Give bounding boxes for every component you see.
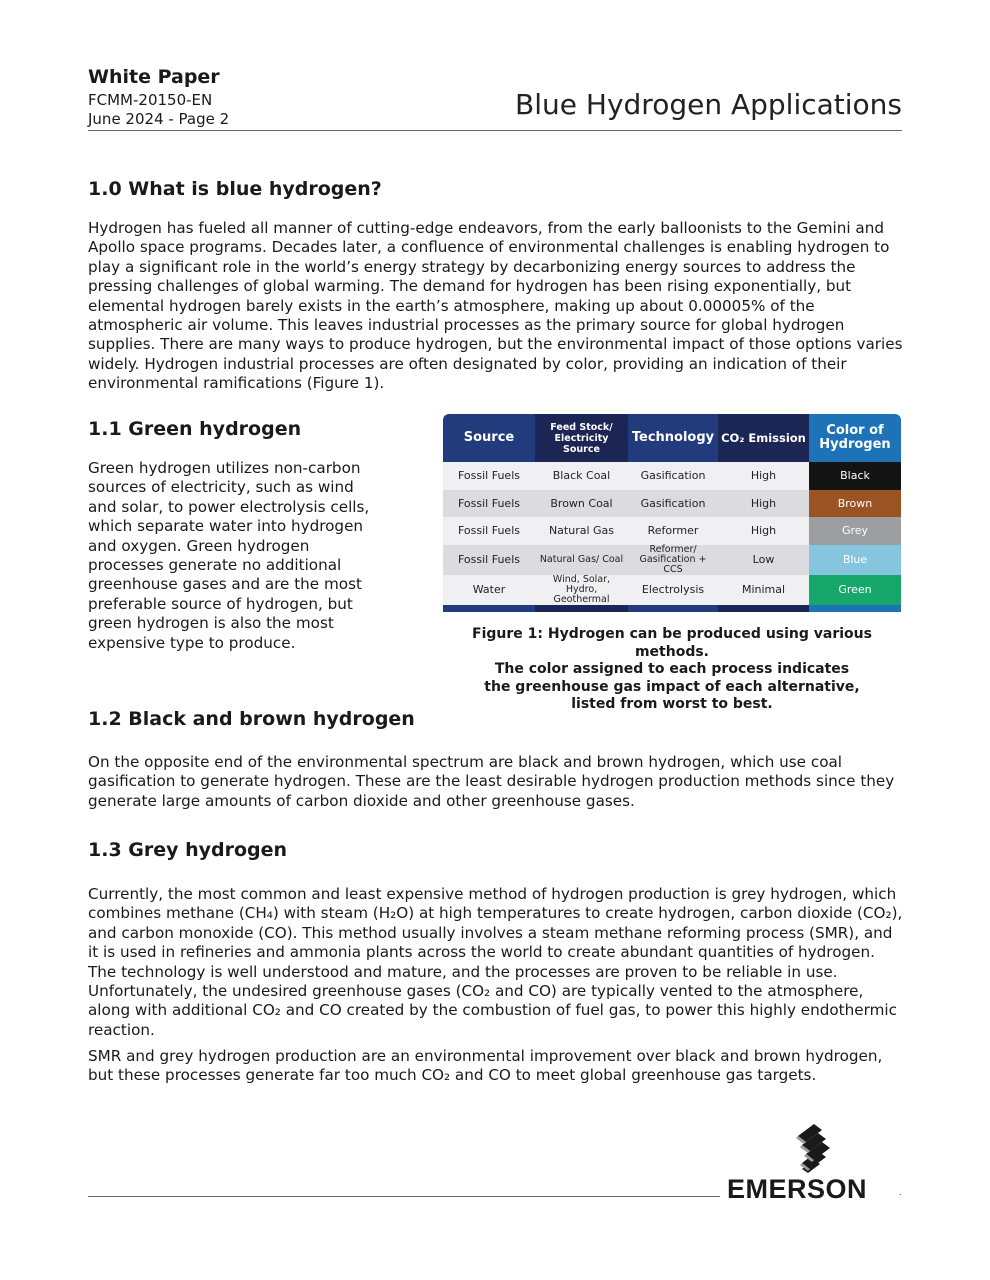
cell-technology: Reformer/ Gasification + CCS bbox=[628, 545, 718, 575]
cell-co2-emission: Low bbox=[718, 545, 809, 575]
cell-co2-emission: Minimal bbox=[718, 575, 809, 605]
cell-feed-stock: Natural Gas bbox=[535, 517, 628, 545]
cell-hydrogen-color: Green bbox=[809, 575, 901, 605]
cell-source: Fossil Fuels bbox=[443, 490, 535, 518]
caption-line: The color assigned to each process indicates bbox=[494, 661, 850, 677]
cell-co2-emission: High bbox=[718, 462, 809, 490]
section-1-3-heading: 1.3 Grey hydrogen bbox=[88, 839, 288, 861]
cell-source: Water bbox=[443, 575, 535, 605]
cell-technology: Gasification bbox=[628, 490, 718, 518]
logo-trademark: . bbox=[899, 1188, 902, 1197]
table-header-source: Source bbox=[443, 414, 535, 462]
section-1-3-body-2: SMR and grey hydrogen production are an environmental improvement over black and brown hydrogen, but these processes generate far too much CO₂ and CO to meet global greenhouse gas targets. bbox=[88, 1047, 883, 1085]
cell-hydrogen-color: Grey bbox=[809, 517, 901, 545]
section-1-3-body-1: Currently, the most common and least expensive method of hydrogen production is grey hydrogen, which combines methane (CH₄) with steam (H₂O) at high temperatures to create hydrogen, carbon dioxide (CO₂), and carbon monoxide (CO). This method usually involves a steam methane reforming process (SMR), and it is used in refineries and ammonia plants across the world to create abundant quantities of hydrogen. The technology is well understood and mature, and the processes are proven to be reliable in use. Unfortunately, the undesired greenhouse gases (CO₂ and CO) are typically vented to the atmosphere, along with additional CO₂ and CO created by the combustion of fuel gas, to power this highly endothermic reaction. bbox=[88, 885, 903, 1039]
section-1-2-body: On the opposite end of the environmental spectrum are black and brown hydrogen, which use coal gasification to generate hydrogen. These are the least desirable hydrogen production methods since they generate large amounts of carbon dioxide and other greenhouse gases. bbox=[88, 753, 895, 810]
page-title: Blue Hydrogen Applications bbox=[515, 88, 902, 121]
caption-line: listed from worst to best. bbox=[571, 696, 773, 712]
table-row bbox=[443, 462, 901, 490]
cell-technology: Gasification bbox=[628, 462, 718, 490]
caption-line: Figure 1: Hydrogen can be produced using various methods. bbox=[472, 626, 872, 660]
cell-hydrogen-color: Black bbox=[809, 462, 901, 490]
cell-feed-stock: Natural Gas/ Coal bbox=[535, 545, 628, 575]
cell-feed-stock: Brown Coal bbox=[535, 490, 628, 518]
table-row bbox=[443, 575, 901, 605]
footer-rule bbox=[88, 1196, 720, 1197]
table-header-technology: Technology bbox=[628, 414, 718, 462]
section-1-1-body: Green hydrogen utilizes non-carbon sources of electricity, such as wind and solar, to power electrolysis cells, which separate water into hydrogen and oxygen. Green hydrogen processes generate no additional greenhouse gases and are the most preferable source of hydrogen, but green hydrogen is also the most expensive type to produce. bbox=[88, 459, 370, 652]
section-1-0-heading: 1.0 What is blue hydrogen? bbox=[88, 178, 382, 200]
table-header-color: Color of Hydrogen bbox=[809, 414, 901, 462]
caption-line: the greenhouse gas impact of each alternative, bbox=[484, 678, 860, 695]
emerson-logo-icon bbox=[792, 1124, 832, 1174]
cell-technology: Electrolysis bbox=[628, 575, 718, 605]
cell-co2-emission: High bbox=[718, 490, 809, 518]
emerson-logo: EMERSON bbox=[727, 1174, 868, 1204]
table-row bbox=[443, 517, 901, 545]
doc-code: FCMM-20150-EN bbox=[88, 91, 213, 109]
cell-feed-stock: Wind, Solar, Hydro, Geothermal bbox=[535, 575, 628, 605]
header-rule bbox=[88, 130, 902, 131]
table-row bbox=[443, 490, 901, 518]
cell-hydrogen-color: Brown bbox=[809, 490, 901, 518]
cell-hydrogen-color: Blue bbox=[809, 545, 901, 575]
cell-source: Fossil Fuels bbox=[443, 545, 535, 575]
cell-technology: Reformer bbox=[628, 517, 718, 545]
section-1-2-heading: 1.2 Black and brown hydrogen bbox=[88, 708, 415, 730]
hydrogen-color-table bbox=[443, 414, 901, 612]
figure-caption bbox=[443, 626, 901, 714]
cell-co2-emission: High bbox=[718, 517, 809, 545]
cell-feed-stock: Black Coal bbox=[535, 462, 628, 490]
table-header-feed-stock: Feed Stock/ Electricity Source bbox=[535, 414, 628, 462]
cell-source: Fossil Fuels bbox=[443, 517, 535, 545]
cell-source: Fossil Fuels bbox=[443, 462, 535, 490]
section-1-0-body: Hydrogen has fueled all manner of cutting-edge endeavors, from the early balloonists to the Gemini and Apollo space programs. Decades later, a confluence of environmental challenges is enabling hydrogen to play a significant role in the world’s energy strategy by decarbonizing energy sources to address the pressing challenges of global warming. The demand for hydrogen has been rising exponentially, but elemental hydrogen barely exists in the earth’s atmosphere, making up about 0.00005% of the atmospheric air volume. This leaves industrial processes as the primary source for global hydrogen supplies. There are many ways to produce hydrogen, but the environmental impact of those options varies widely. Hydrogen industrial processes are often designated by color, providing an indication of their environmental ramifications (Figure 1). bbox=[88, 219, 903, 393]
section-1-1-heading: 1.1 Green hydrogen bbox=[88, 418, 302, 440]
doc-date-page: June 2024 - Page 2 bbox=[88, 110, 230, 128]
doc-type: White Paper bbox=[88, 66, 220, 88]
table-row bbox=[443, 545, 901, 575]
table-header-co2-emission: CO₂ Emission bbox=[718, 414, 809, 462]
